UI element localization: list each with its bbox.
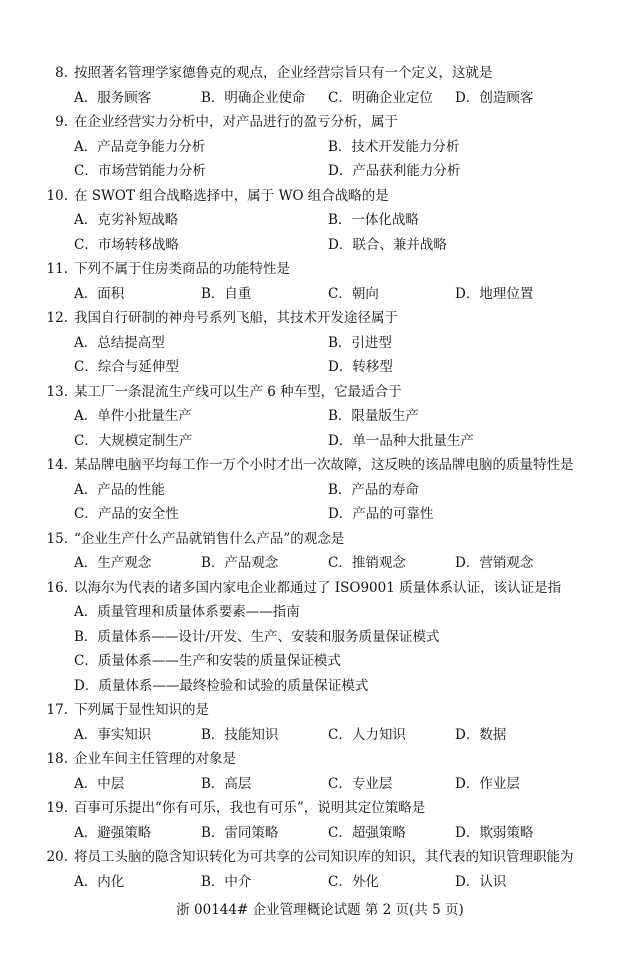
answer-option: C．质量体系——生产和安装的质量保证模式	[74, 653, 341, 669]
question-stem	[24, 64, 624, 82]
question-stem	[24, 579, 624, 597]
answer-option: B．明确企业使命	[201, 89, 306, 106]
option-row	[74, 505, 626, 525]
question-number: 18.	[46, 751, 68, 767]
answer-option: B．质量体系——设计/开发、生产、安装和服务质量保证模式	[74, 628, 440, 645]
option-row	[74, 677, 626, 697]
option-row	[74, 432, 626, 452]
answer-option: D．欺弱策略	[455, 824, 534, 841]
answer-option: C．大规模定制生产	[74, 432, 193, 449]
answer-option: A．事实知识	[74, 726, 152, 743]
answer-option: D．产品的可靠性	[328, 506, 434, 522]
answer-option: B．引进型	[328, 334, 392, 351]
question-stem	[24, 848, 624, 866]
question-number: 15.	[46, 530, 68, 547]
question-text: 某品牌电脑平均每工作一万个小时才出一次故障，这反映的该品牌电脑的质量特性是	[74, 457, 574, 473]
answer-option: D．联合、兼并战略	[328, 236, 447, 253]
option-row	[74, 775, 626, 795]
question-stem	[24, 113, 624, 131]
answer-option: A．面积	[74, 285, 125, 302]
question-text: 下列不属于住房类商品的功能特性是	[74, 261, 290, 277]
question-stem	[24, 530, 624, 548]
answer-option: A．生产观念	[74, 555, 152, 571]
question-text: 某工厂一条混流生产线可以生产 6 种车型，它最适合于	[74, 383, 402, 400]
answer-option: D．作业层	[455, 775, 520, 792]
answer-option: A．总结提高型	[74, 334, 165, 351]
answer-option: C．市场营销能力分析	[74, 163, 206, 179]
option-row	[74, 554, 626, 574]
question-number: 9.	[55, 114, 68, 130]
option-row	[74, 873, 626, 893]
option-row	[74, 162, 626, 182]
answer-option: D．营销观念	[455, 555, 534, 571]
option-row	[74, 138, 626, 158]
answer-option: B．技能知识	[201, 726, 279, 743]
answer-option: D．创造顾客	[455, 89, 534, 106]
question-text: 企业车间主任管理的对象是	[74, 751, 236, 767]
answer-option: A．产品的性能	[74, 481, 165, 498]
question-stem	[24, 701, 624, 719]
question-number: 14.	[46, 457, 68, 473]
question-number: 11.	[46, 261, 68, 277]
answer-option: B．产品观念	[201, 555, 279, 571]
answer-option: C．市场转移战略	[74, 236, 179, 253]
question-stem	[24, 383, 624, 401]
option-row	[74, 407, 626, 427]
answer-option: B．产品的寿命	[328, 481, 419, 498]
answer-option: A．质量管理和质量体系要素——指南	[74, 604, 300, 620]
option-row	[74, 628, 626, 648]
answer-option: A．服务顾客	[74, 89, 152, 106]
question-text: 以海尔为代表的诸多国内家电企业都通过了 ISO9001 质量体系认证，该认证是指	[74, 579, 562, 596]
answer-option: A．克劣补短战略	[74, 212, 179, 228]
answer-option: A．单件小批量生产	[74, 408, 192, 424]
question-number: 8.	[55, 65, 68, 81]
option-row	[74, 334, 626, 354]
question-number: 17.	[46, 702, 68, 718]
answer-option: C．人力知识	[328, 726, 406, 743]
answer-option: D．产品获利能力分析	[328, 163, 461, 179]
question-number: 13.	[46, 383, 68, 400]
option-row	[74, 89, 626, 109]
answer-option: C．外化	[328, 873, 379, 890]
option-row	[74, 211, 626, 231]
question-text: 在企业经营实力分析中，对产品进行的盈亏分析，属于	[74, 114, 398, 130]
answer-option: D．地理位置	[455, 285, 534, 302]
answer-option: C．朝向	[328, 285, 379, 302]
question-stem	[24, 799, 624, 817]
question-text: 按照著名管理学家德鲁克的观点，企业经营宗旨只有一个定义，这就是	[74, 65, 493, 81]
answer-option: D．认识	[455, 873, 507, 890]
answer-option: B．自重	[201, 285, 252, 302]
option-row	[74, 652, 626, 672]
page-footer: 浙 00144# 企业管理概论试题 第 2 页(共 5 页)	[176, 902, 464, 918]
question-number: 12.	[46, 310, 68, 326]
answer-option: D．数据	[455, 726, 507, 743]
option-row	[74, 603, 626, 623]
answer-option: B．雷同策略	[201, 824, 279, 841]
option-row	[74, 481, 626, 501]
question-stem	[24, 187, 624, 205]
answer-option: B．高层	[201, 775, 252, 792]
option-row	[74, 726, 626, 746]
answer-option: C．超强策略	[328, 824, 406, 841]
option-row	[74, 236, 626, 256]
answer-option: D．转移型	[328, 359, 393, 375]
answer-option: A．内化	[74, 873, 125, 890]
question-stem	[24, 260, 624, 278]
option-row	[74, 824, 626, 844]
question-text: 将员工头脑的隐含知识转化为可共享的公司知识库的知识，其代表的知识管理职能为	[74, 849, 574, 865]
answer-option: C．推销观念	[328, 555, 406, 571]
question-number: 20.	[46, 849, 68, 865]
question-stem	[24, 750, 624, 768]
answer-option: C．明确企业定位	[328, 89, 433, 106]
answer-option: C．专业层	[328, 775, 393, 792]
question-text: 百事可乐提出“你有可乐，我也有可乐”，说明其定位策略是	[74, 800, 426, 816]
answer-option: B．中介	[201, 873, 252, 890]
question-text: 下列属于显性知识的是	[74, 702, 209, 718]
answer-option: B．限量版生产	[328, 408, 419, 424]
answer-option: A．产品竞争能力分析	[74, 138, 206, 155]
answer-option: B．技术开发能力分析	[328, 138, 460, 155]
question-number: 19.	[46, 800, 68, 816]
answer-option: B．一体化战略	[328, 212, 419, 228]
question-text: 在 SWOT 组合战略选择中，属于 WO 组合战略的是	[74, 187, 389, 204]
question-text: “企业生产什么产品就销售什么产品”的观念是	[74, 530, 345, 547]
option-row	[74, 358, 626, 378]
question-stem	[24, 309, 624, 327]
question-text: 我国自行研制的神舟号系列飞船，其技术开发途径属于	[74, 310, 398, 326]
question-stem	[24, 456, 624, 474]
answer-option: C．综合与延伸型	[74, 359, 179, 375]
question-number: 16.	[46, 579, 68, 596]
option-row	[74, 285, 626, 305]
answer-option: D．单一品种大批量生产	[328, 432, 474, 449]
answer-option: C．产品的安全性	[74, 506, 179, 522]
answer-option: D．质量体系——最终检验和试验的质量保证模式	[74, 677, 369, 694]
answer-option: A．中层	[74, 775, 125, 792]
answer-option: A．避强策略	[74, 824, 152, 841]
question-number: 10.	[46, 187, 68, 204]
